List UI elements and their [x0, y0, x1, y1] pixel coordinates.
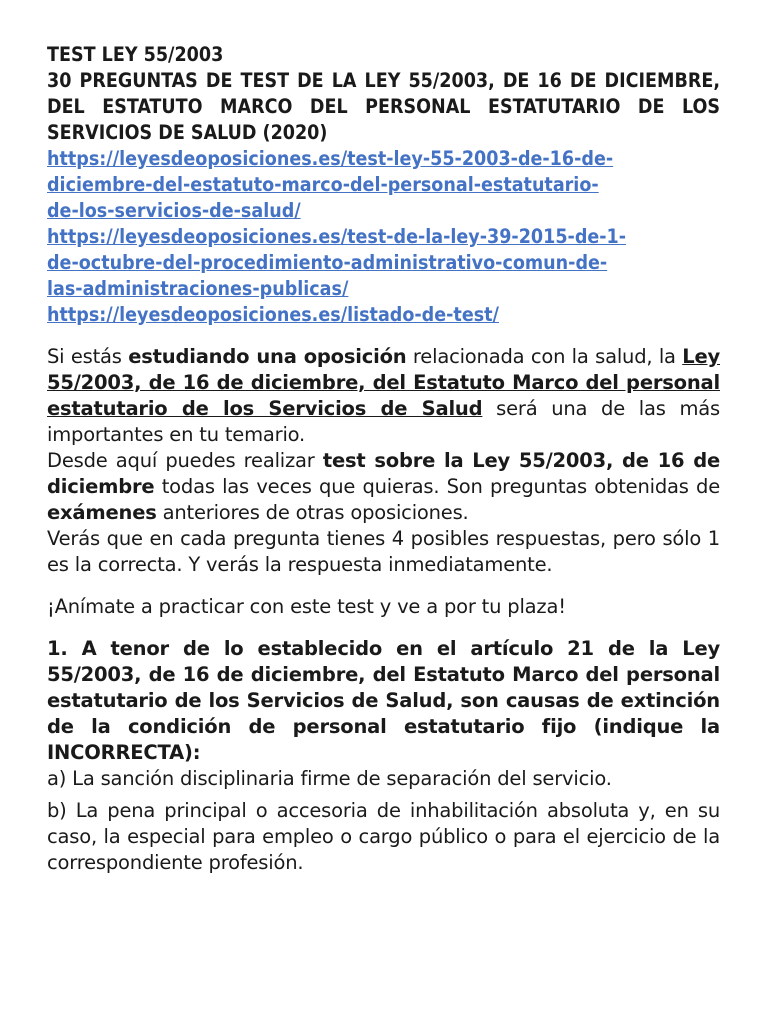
page-title: 30 PREGUNTAS DE TEST DE LA LEY 55/2003, DE 16 DE DICIEMBRE, DEL ESTATUTO MARCO DEL PERSONAL ESTATUTARIO DE LOS SERVICIOS DE SALUD (2020)	[47, 69, 720, 144]
text: todas las veces que quieras. Son preguntas obtenidas de	[154, 475, 720, 498]
intro-paragraph-3: Verás que en cada pregunta tienes 4 posibles respuestas, pero sólo 1 es la correcta. Y verás la respuesta inmediatamente.	[47, 527, 720, 576]
link-line: diciembre-del-estatuto-marco-del-personal-estatutario-	[47, 173, 599, 196]
intro-paragraph-1	[47, 344, 720, 448]
text: anteriores de otras oposiciones.	[156, 501, 469, 524]
link-line: las-administraciones-publicas/	[47, 277, 349, 300]
link-line: https://leyesdeoposiciones.es/test-ley-55-2003-de-16-de-	[47, 147, 614, 170]
intro-paragraph-2	[47, 448, 720, 526]
link-line: de-los-servicios-de-salud/	[47, 199, 301, 222]
question-1	[47, 636, 720, 876]
link-line: https://leyesdeoposiciones.es/test-de-la-ley-39-2015-de-1-	[47, 225, 627, 248]
text: Desde aquí puedes realizar	[47, 449, 323, 472]
answer-option-a: a) La sanción disciplinaria firme de separación del servicio.	[47, 767, 612, 790]
bold-text: test sobre la Ley 55/2003, de 16 de diciembre	[47, 449, 720, 498]
link-list	[47, 146, 720, 328]
law-reference: Ley 55/2003, de 16 de diciembre, del Estatuto Marco del personal estatutario de los Servicios de Salud	[47, 345, 720, 420]
text: Si estás	[47, 345, 129, 368]
header-label: TEST LEY 55/2003	[47, 43, 224, 66]
header	[47, 42, 720, 146]
link-listado-de-test[interactable]	[47, 302, 720, 328]
text: relacionada con la salud, la	[406, 345, 683, 368]
bold-text: estudiando una oposición	[128, 345, 407, 368]
intro-section	[47, 344, 720, 620]
text: será una de las más importantes en tu temario.	[47, 397, 720, 446]
question-text: 1. A tenor de lo establecido en el artículo 21 de la Ley 55/2003, de 16 de diciembre, del Estatuto Marco del personal estatutario de los Servicios de Salud, son causas de extinción de la condición de personal estatutario fijo (indique la INCORRECTA):	[47, 637, 720, 764]
link-test-ley-39-2015[interactable]	[47, 224, 720, 302]
call-to-action: ¡Anímate a practicar con este test y ve a por tu plaza!	[47, 595, 566, 618]
link-test-ley-55-2003[interactable]	[47, 146, 720, 224]
bold-text: exámenes	[47, 501, 157, 524]
link-line: https://leyesdeoposiciones.es/listado-de-test/	[47, 303, 499, 326]
document-page	[47, 42, 720, 876]
link-line: de-octubre-del-procedimiento-administrativo-comun-de-	[47, 251, 608, 274]
answer-option-b: b) La pena principal o accesoria de inhabilitación absoluta y, en su caso, la especial para empleo o cargo público o para el ejercicio de la correspondiente profesión.	[47, 799, 720, 874]
